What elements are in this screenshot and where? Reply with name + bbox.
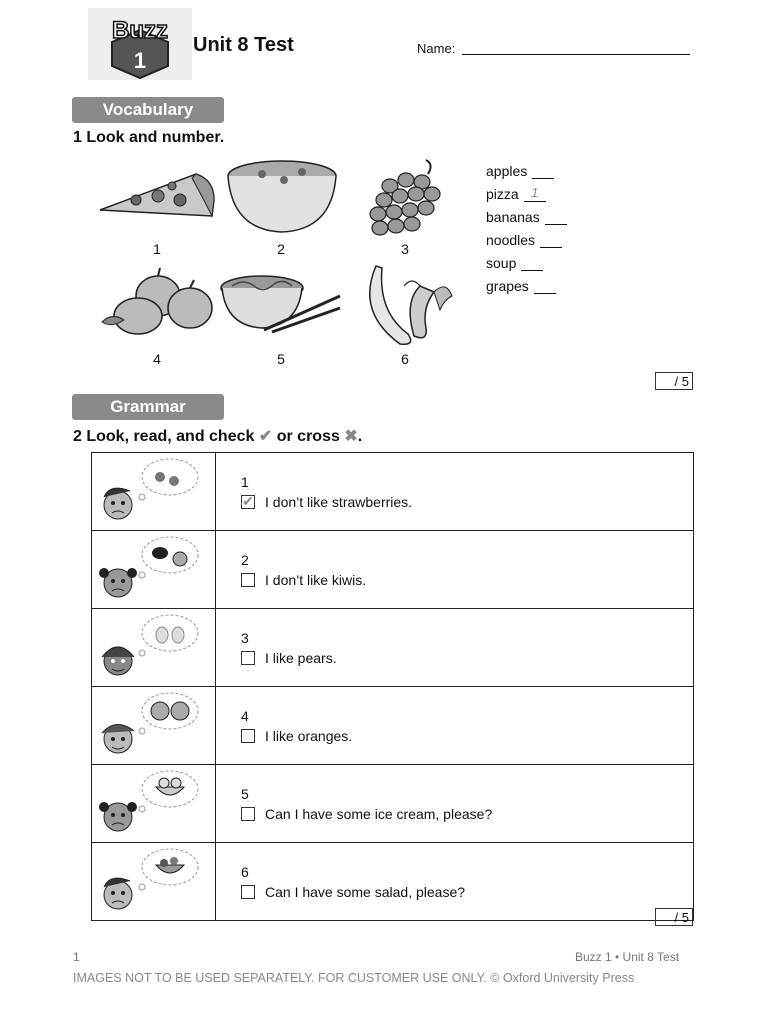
page-title: Unit 8 Test xyxy=(193,34,294,56)
oranges-thought-icon xyxy=(92,687,216,765)
word-label: pizza xyxy=(486,186,519,202)
question-number: 2 xyxy=(241,551,249,568)
answer-blank[interactable] xyxy=(521,254,543,271)
answer-blank[interactable] xyxy=(534,277,556,294)
word-row xyxy=(486,271,567,294)
instruction-text: 2 Look, read, and check xyxy=(73,428,255,445)
question-cell xyxy=(216,687,694,765)
cross-icon: ✖ xyxy=(344,428,358,445)
question-text: Can I have some ice cream, please? xyxy=(265,805,493,822)
grammar-score-box[interactable]: / 5 xyxy=(655,908,693,926)
word-row xyxy=(486,179,567,202)
answer-checkbox[interactable] xyxy=(241,573,255,587)
instruction-text: . xyxy=(357,428,363,445)
name-label: Name: xyxy=(417,41,456,56)
footer-title: Buzz 1 • Unit 8 Test xyxy=(575,950,680,964)
word-row xyxy=(486,248,567,271)
question-text: I like oranges. xyxy=(265,727,353,744)
bananas-icon xyxy=(360,262,456,353)
picture-number: 3 xyxy=(401,241,409,257)
table-row xyxy=(92,687,694,765)
salad-thought-icon xyxy=(92,843,216,921)
question-number: 1 xyxy=(241,473,249,490)
name-field[interactable] xyxy=(462,54,690,55)
table-row xyxy=(92,453,694,531)
kiwis-thought-icon xyxy=(92,531,216,609)
question-cell xyxy=(216,609,694,687)
copyright-notice: IMAGES NOT TO BE USED SEPARATELY. FOR CUSTOMER USE ONLY. © Oxford University Press xyxy=(73,971,635,985)
instruction-text: or cross xyxy=(276,428,340,445)
answer-blank[interactable] xyxy=(545,208,567,225)
word-label: grapes xyxy=(486,278,529,294)
question-number: 5 xyxy=(241,785,249,802)
question-cell xyxy=(216,453,694,531)
grammar-section-label: Grammar xyxy=(72,394,224,420)
page-number: 1 xyxy=(73,950,80,964)
word-row xyxy=(486,202,567,225)
word-row xyxy=(486,225,567,248)
word-list xyxy=(486,156,567,294)
answer-checkbox[interactable]: ✔ xyxy=(242,493,254,509)
word-label: bananas xyxy=(486,209,540,225)
question-text: Can I have some salad, please? xyxy=(265,883,466,900)
answer-checkbox[interactable] xyxy=(241,885,255,899)
logo-word: Buzz xyxy=(112,17,168,44)
answer-blank[interactable]: 1 xyxy=(524,185,546,202)
picture-number: 2 xyxy=(277,241,285,257)
logo-number: 1 xyxy=(133,48,147,73)
ice-cream-thought-icon xyxy=(92,765,216,843)
pizza-slice-icon xyxy=(96,170,218,231)
question-cell xyxy=(216,843,694,921)
apples-icon xyxy=(98,266,216,341)
vocabulary-instruction: 1 Look and number. xyxy=(73,129,225,146)
table-row xyxy=(92,609,694,687)
question-text: I don’t like strawberries. xyxy=(265,493,413,510)
word-label: apples xyxy=(486,163,528,179)
question-cell xyxy=(216,765,694,843)
check-icon: ✔ xyxy=(258,428,273,445)
strawberries-thought-icon xyxy=(92,453,216,531)
soup-bowl-icon xyxy=(226,158,338,239)
picture-number: 6 xyxy=(401,351,409,367)
vocabulary-section-label: Vocabulary xyxy=(72,97,224,123)
answer-blank[interactable] xyxy=(532,162,554,179)
vocabulary-score-box[interactable]: / 5 xyxy=(655,372,693,390)
word-label: noodles xyxy=(486,232,536,248)
picture-number: 1 xyxy=(153,241,161,257)
picture-number: 5 xyxy=(277,351,285,367)
question-number: 3 xyxy=(241,629,249,646)
question-cell xyxy=(216,531,694,609)
question-text: I don’t like kiwis. xyxy=(265,571,367,588)
word-row xyxy=(486,156,567,179)
buzz-logo xyxy=(88,8,192,80)
noodles-icon xyxy=(220,272,344,339)
answer-checkbox[interactable] xyxy=(241,807,255,821)
question-number: 6 xyxy=(241,863,249,880)
table-row xyxy=(92,765,694,843)
answer-blank[interactable] xyxy=(540,231,562,248)
answer-checkbox[interactable] xyxy=(241,651,255,665)
answer-checkbox[interactable] xyxy=(241,729,255,743)
question-text: I like pears. xyxy=(265,649,337,666)
picture-number: 4 xyxy=(153,351,161,367)
grammar-table xyxy=(91,452,694,921)
question-number: 4 xyxy=(241,707,249,724)
table-row xyxy=(92,843,694,921)
table-row xyxy=(92,531,694,609)
pears-thought-icon xyxy=(92,609,216,687)
word-label: soup xyxy=(486,255,517,271)
grapes-icon xyxy=(362,156,448,243)
grammar-instruction xyxy=(73,426,362,446)
